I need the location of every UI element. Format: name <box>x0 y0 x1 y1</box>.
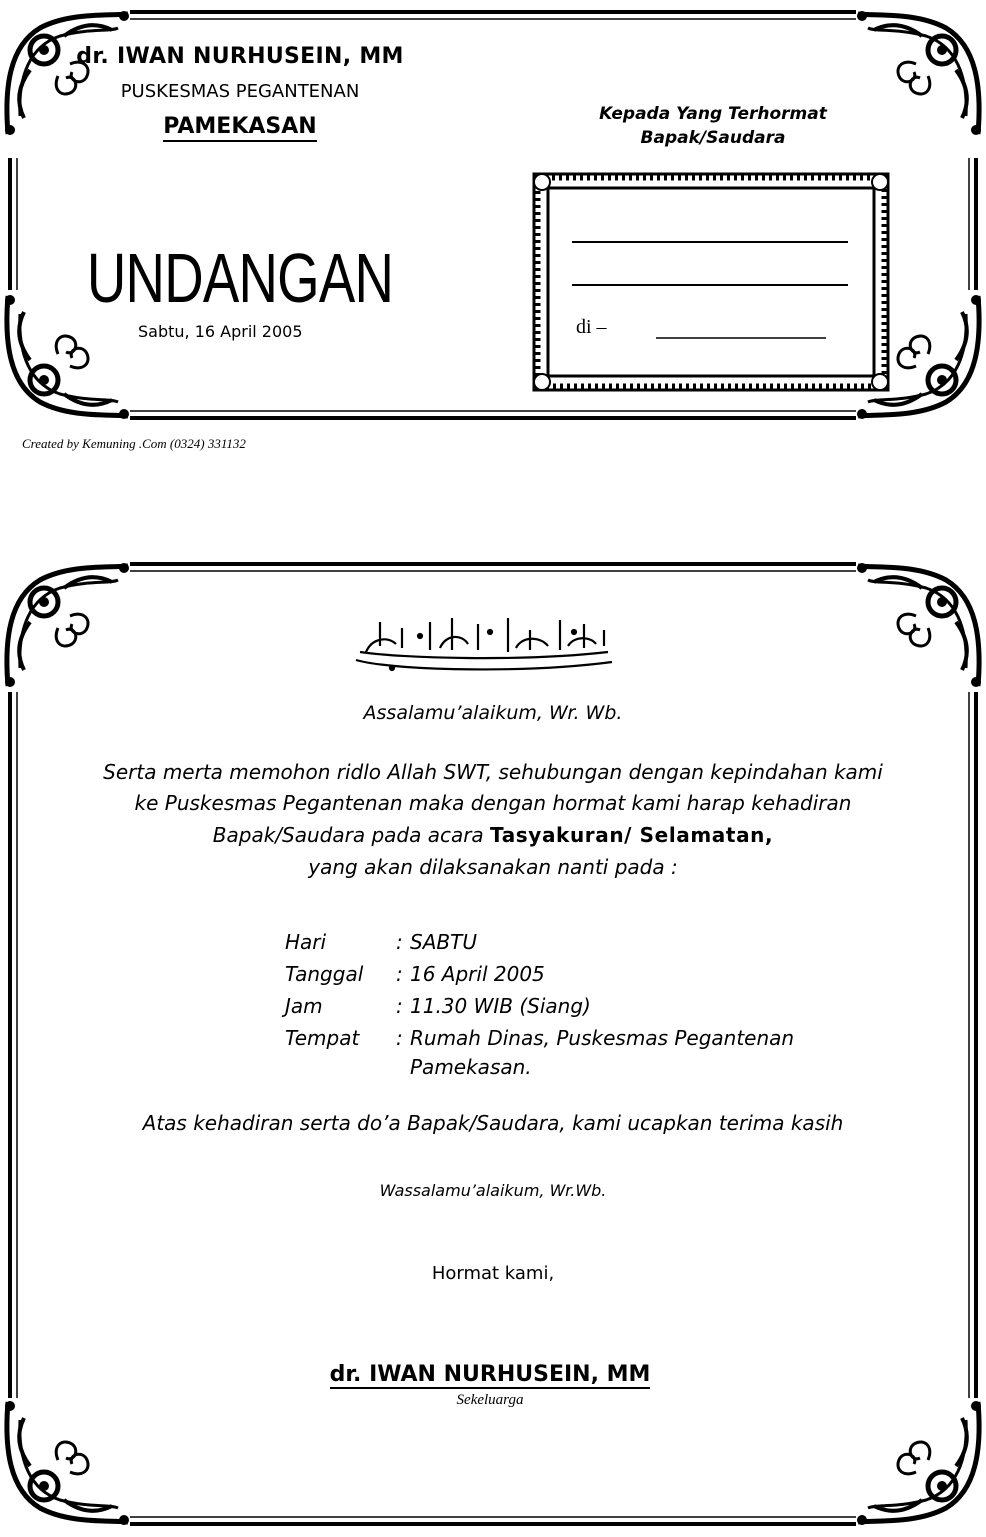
body-line: Serta merta memohon ridlo Allah SWT, sehubungan dengan kepindahan kami <box>103 760 883 784</box>
signature-family: Sekeluarga <box>456 1392 524 1408</box>
detail-colon: : <box>396 994 403 1018</box>
event-name: Tasyakuran/ Selamatan <box>490 823 766 847</box>
creator-credit: Created by Kemuning .Com (0324) 331132 <box>22 436 246 451</box>
invitation-title: UNDANGAN <box>86 239 394 317</box>
thanks-line: Atas kehadiran serta do’a Bapak/Saudara, kami ucapkan terima kasih <box>142 1111 844 1135</box>
signature-name-text: dr. IWAN NURHUSEIN, MM <box>329 1362 651 1387</box>
detail-colon: : <box>396 930 403 954</box>
ornament-corner-icon <box>5 563 129 687</box>
signature-name <box>0 1362 980 1387</box>
detail-value-place-continued: Pamekasan. <box>410 1055 532 1079</box>
sender-city-text: PAMEKASAN <box>163 114 316 142</box>
detail-label-date: Tanggal <box>285 962 364 986</box>
sender-name: dr. IWAN NURHUSEIN, MM <box>76 44 404 69</box>
ornament-corner-icon <box>5 1401 129 1525</box>
regards: Hormat kami, <box>431 1263 555 1284</box>
recipient-location-label: di – <box>576 316 607 338</box>
body-line-event <box>0 823 986 847</box>
body-line: ke Puskesmas Pegantenan maka dengan hormat kami harap kehadiran <box>134 791 852 815</box>
ornament-corner-icon <box>857 295 981 419</box>
detail-label-time: Jam <box>285 994 323 1018</box>
event-punctuation: , <box>765 823 774 847</box>
closing-greeting: Wassalamu’alaikum, Wr.Wb. <box>379 1181 607 1200</box>
detail-value-time: 11.30 WIB (Siang) <box>410 994 591 1018</box>
bismillah-calligraphy-icon <box>356 618 612 670</box>
detail-value-day: SABTU <box>410 930 477 954</box>
recipient-salutation: Kepada Yang Terhormat <box>599 104 827 124</box>
ornament-corner-icon <box>857 563 981 687</box>
recipient-title: Bapak/Saudara <box>640 128 786 148</box>
detail-colon: : <box>396 1026 403 1050</box>
detail-label-place: Tempat <box>285 1026 360 1050</box>
body-line: yang akan dilaksanakan nanti pada : <box>308 855 678 879</box>
sender-organization: PUSKESMAS PEGANTENAN <box>120 81 360 102</box>
detail-colon: : <box>396 962 403 986</box>
envelope-date: Sabtu, 16 April 2005 <box>138 322 303 341</box>
body-line-text: Bapak/Saudara pada acara <box>212 823 491 847</box>
opening-greeting: Assalamu’alaikum, Wr. Wb. <box>363 702 623 724</box>
ornament-corner-icon <box>857 11 981 135</box>
sender-city <box>40 114 440 139</box>
ornament-corner-icon <box>857 1401 981 1525</box>
address-box <box>534 174 888 390</box>
detail-value-place: Rumah Dinas, Puskesmas Pegantenan <box>410 1026 795 1050</box>
detail-value-date: 16 April 2005 <box>410 962 545 986</box>
detail-label-day: Hari <box>285 930 327 954</box>
